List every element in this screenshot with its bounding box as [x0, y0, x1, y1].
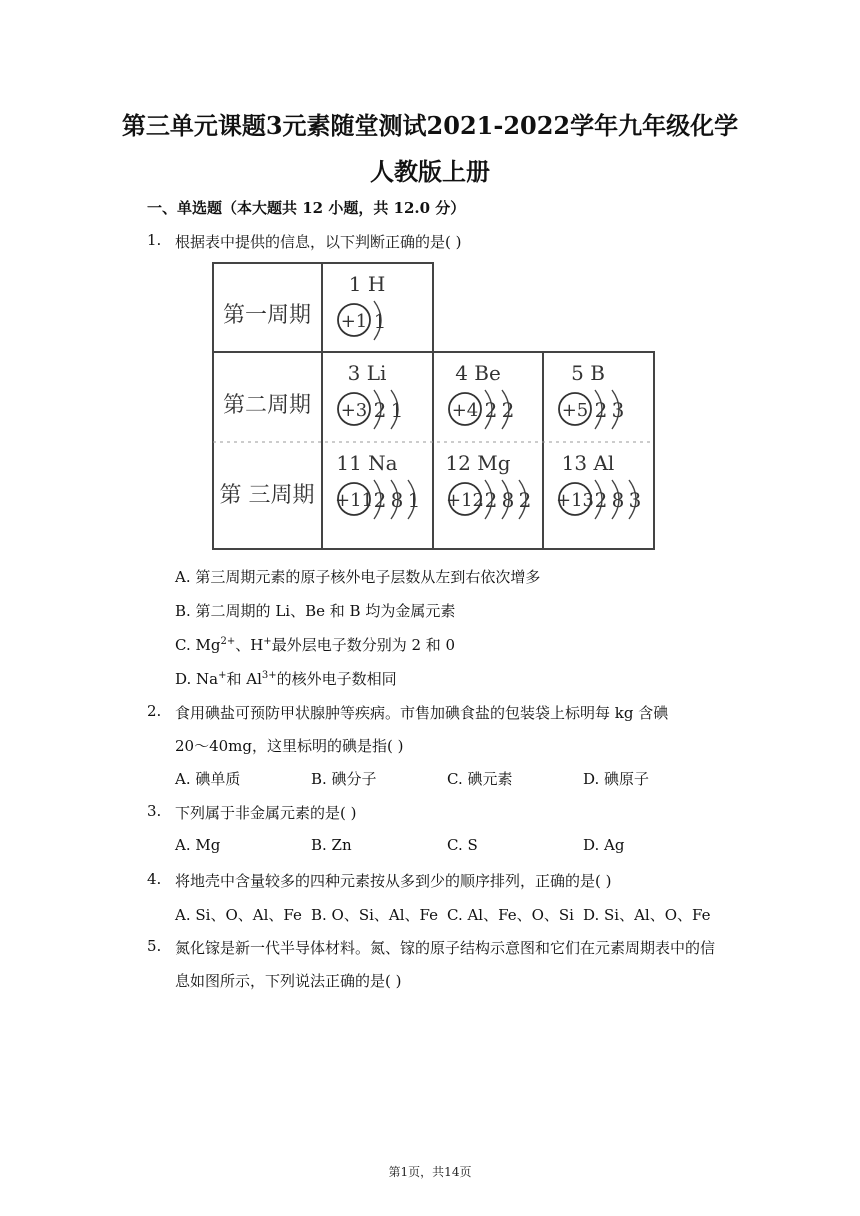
element-label: 1 H — [348, 272, 386, 296]
element-label: 13 Al — [561, 451, 615, 475]
option-a[interactable]: A. 碘单质 — [175, 770, 241, 788]
option-d[interactable] — [175, 668, 397, 689]
question-text: 20～40mg，这里标明的碘是指( ) — [175, 737, 404, 755]
question-text: 将地壳中含量较多的四种元素按从多到少的顺序排列，正确的是( ) — [175, 872, 612, 890]
option-d[interactable]: D. 碘原子 — [583, 770, 650, 788]
shell-electron-count: 3 — [628, 488, 642, 512]
shell-electron-count: 2 — [484, 398, 498, 422]
nucleus-charge: +11 — [335, 490, 373, 511]
nucleus-charge: +1 — [340, 311, 368, 332]
nucleus-charge: +13 — [556, 490, 594, 511]
option-c-part: + — [263, 636, 272, 647]
option-c-part: 最外层电子数分别为 2 和 0 — [271, 636, 456, 654]
shell-electron-count: 1 — [407, 488, 421, 512]
option-d-part: + — [218, 670, 227, 681]
option-b[interactable]: B. 碘分子 — [311, 770, 377, 788]
element-cell — [335, 451, 420, 519]
option-d-part: 的核外电子数相同 — [276, 670, 397, 688]
section-heading: 一、单选题（本大题共 12 小题，共 12.0 分） — [147, 199, 466, 217]
shell-electron-count: 1 — [390, 398, 404, 422]
period-label: 第一周期 — [222, 303, 312, 328]
option-c[interactable] — [175, 634, 455, 655]
option-c[interactable]: C. S — [447, 836, 478, 854]
element-cell — [449, 361, 514, 429]
question-text: 根据表中提供的信息，以下判断正确的是( ) — [175, 233, 462, 251]
periodic-table-svg — [212, 262, 656, 550]
element-label: 4 Be — [455, 361, 501, 385]
nucleus-charge: +3 — [340, 400, 368, 421]
option-b[interactable]: B. Zn — [311, 836, 352, 854]
shell-electron-count: 1 — [373, 309, 387, 333]
element-cell — [445, 451, 531, 519]
option-c[interactable]: C. 碘元素 — [447, 770, 513, 788]
shell-electron-count: 3 — [611, 398, 625, 422]
period-label: 第 三周期 — [219, 483, 315, 508]
element-label: 5 B — [571, 361, 605, 385]
nucleus-charge: +4 — [451, 400, 479, 421]
element-cell — [559, 361, 624, 429]
shell-electron-count: 2 — [373, 488, 387, 512]
shell-electron-count: 2 — [484, 488, 498, 512]
option-a[interactable]: A. 第三周期元素的原子核外电子层数从左到右依次增多 — [175, 568, 541, 586]
question-number: 2. — [147, 702, 162, 720]
question-number: 4. — [147, 870, 162, 888]
option-c[interactable]: C. Al、Fe、O、Si — [447, 906, 574, 924]
option-c-part: C. Mg — [175, 636, 221, 654]
shell-electron-count: 8 — [390, 488, 404, 512]
option-a[interactable]: A. Mg — [175, 836, 221, 854]
question-text: 下列属于非金属元素的是( ) — [175, 804, 357, 822]
element-cell — [338, 361, 403, 429]
option-b[interactable]: B. 第二周期的 Li、Be 和 B 均为金属元素 — [175, 602, 456, 620]
document-title-line1: 第三单元课题3元素随堂测试2021-2022学年九年级化学 — [121, 111, 739, 140]
periodic-table-figure — [212, 262, 656, 550]
shell-electron-count: 2 — [594, 488, 608, 512]
element-label: 11 Na — [336, 451, 398, 475]
shell-electron-count: 8 — [501, 488, 515, 512]
element-cell — [556, 451, 641, 519]
option-c-part: 、H — [235, 636, 264, 654]
option-d[interactable]: D. Si、Al、O、Fe — [583, 906, 711, 924]
question-text: 食用碘盐可预防甲状腺肿等疾病。市售加碘食盐的包装袋上标明每 kg 含碘 — [175, 704, 669, 722]
shell-electron-count: 2 — [518, 488, 532, 512]
period-label: 第二周期 — [222, 393, 312, 418]
element-label: 3 Li — [347, 361, 387, 385]
option-d[interactable]: D. Ag — [583, 836, 625, 854]
question-number: 1. — [147, 231, 162, 249]
question-number: 5. — [147, 937, 162, 955]
shell-electron-count: 2 — [501, 398, 515, 422]
question-text: 氮化镓是新一代半导体材料。氮、镓的原子结构示意图和它们在元素周期表中的信 — [175, 939, 716, 957]
option-a[interactable]: A. Si、O、Al、Fe — [175, 906, 302, 924]
shell-electron-count: 2 — [594, 398, 608, 422]
option-d-part: D. Na — [175, 670, 219, 688]
option-b[interactable]: B. O、Si、Al、Fe — [311, 906, 439, 924]
document-title-line2: 人教版上册 — [370, 157, 490, 186]
option-d-part: 和 Al — [226, 670, 262, 688]
option-c-part: 2+ — [220, 636, 236, 647]
element-label: 12 Mg — [445, 451, 511, 475]
question-text: 息如图所示，下列说法正确的是( ) — [175, 972, 402, 990]
question-number: 3. — [147, 802, 162, 820]
shell-electron-count: 2 — [373, 398, 387, 422]
option-d-part: 3+ — [261, 670, 277, 681]
element-cell — [338, 272, 386, 340]
shell-electron-count: 8 — [611, 488, 625, 512]
nucleus-charge: +12 — [446, 490, 484, 511]
page-footer: 第1页，共14页 — [388, 1165, 472, 1179]
nucleus-charge: +5 — [561, 400, 589, 421]
